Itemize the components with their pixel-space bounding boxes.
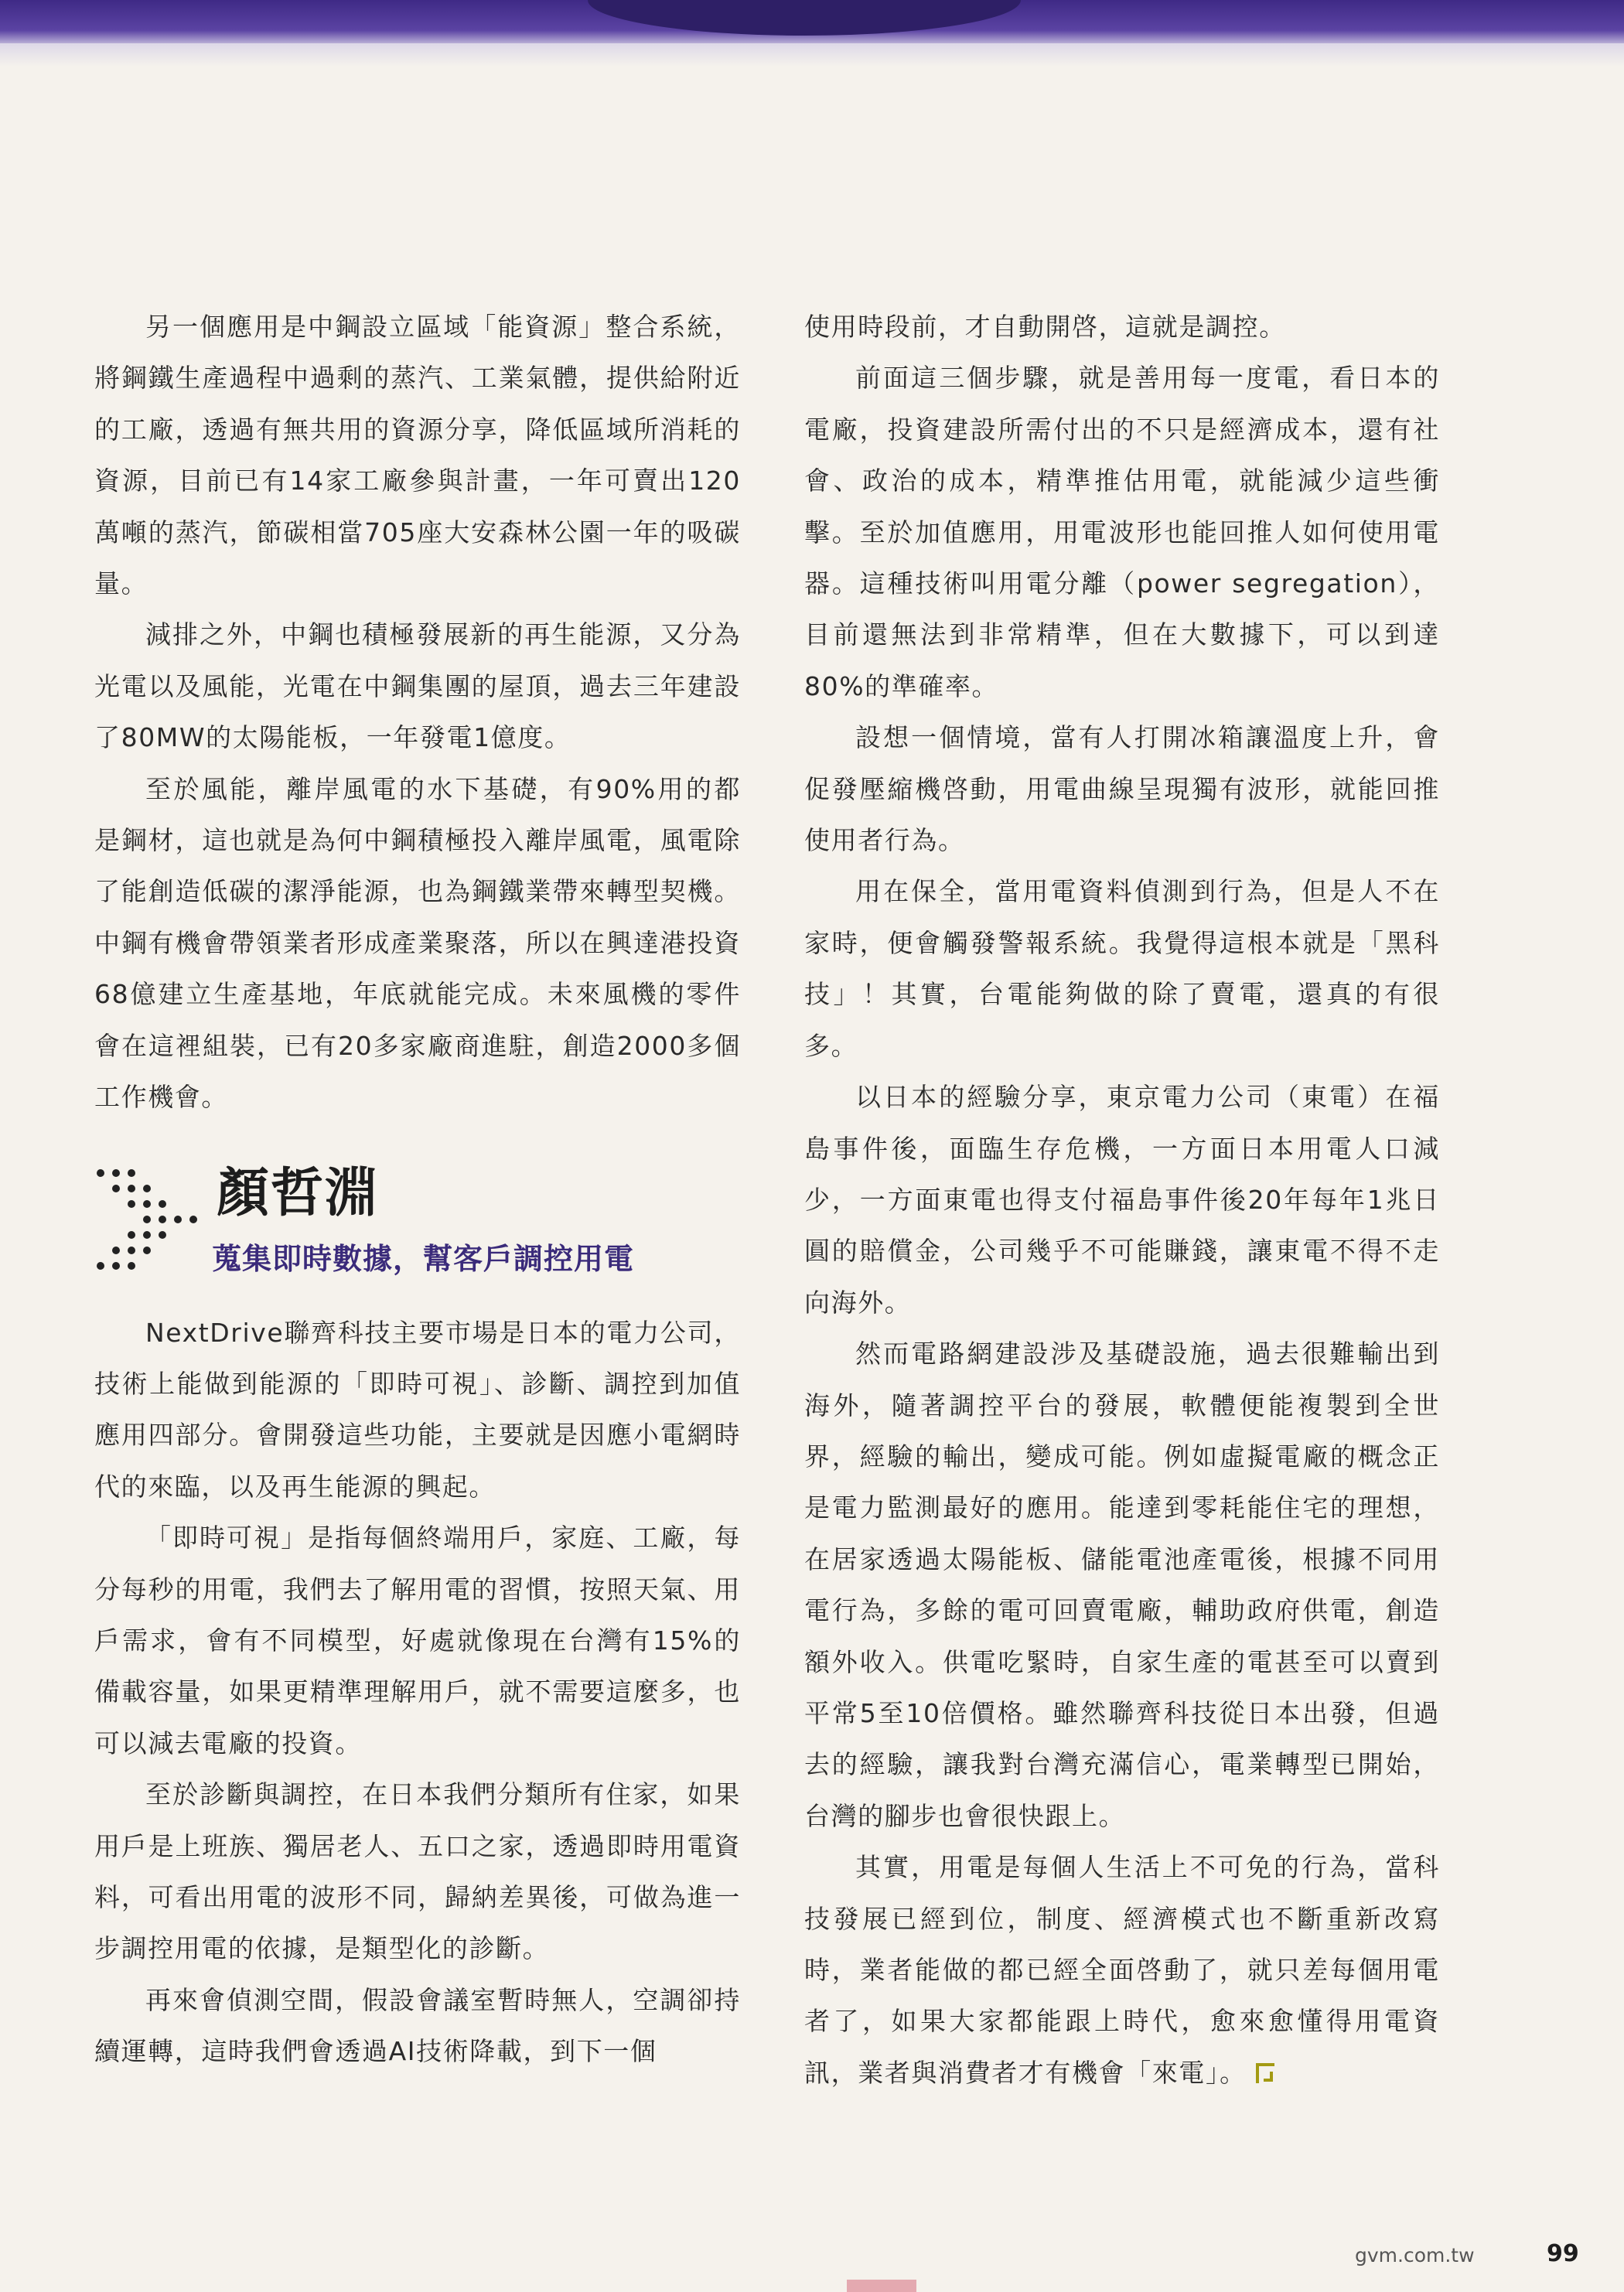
dot-arrow-icon [94, 1164, 210, 1280]
paragraph-continued: 使用時段前，才自動開啓，這就是調控。 [804, 312, 1286, 342]
section-heading [94, 1150, 741, 1297]
paragraph-final-text: 其實，用電是每個人生活上不可免的行為，當科技發展已經到位，制度、經濟模式也不斷重新改寫時，業者能做的都已經全面啓動了，就只差每個用電者了，如果大家都能跟上時代，愈來愈懂得用電資訊，業者與消費者才有機會「來電」。 [804, 1852, 1440, 2088]
footer-website: gvm.com.tw [1355, 2244, 1475, 2266]
paragraph: 然而電路網建設涉及基礎設施，過去很難輸出到海外，隨著調控平台的發展，軟體便能複製到全世界，經驗的輸出，變成可能。例如虛擬電廠的概念正是電力監測最好的應用。能達到零耗能住宅的理想，在居家透過太陽能板、儲能電池產電後，根據不同用電行為，多餘的電可回賣電廠，輔助政府供電，創造額外收入。供電吃緊時，自家生產的電甚至可以賣到平常5至10倍價格。雖然聯齊科技從日本出發，但過去的經驗，讓我對台灣充滿信心，電業轉型已開始，台灣的腳步也會很快跟上。 [804, 1339, 1440, 1831]
end-mark-icon [1256, 2063, 1274, 2083]
header-band [0, 0, 1624, 43]
paragraph: 「即時可視」是指每個終端用戶，家庭、工廠，每分每秒的用電，我們去了解用電的習慣，按照天氣、用戶需求，會有不同模型，好處就像現在台灣有15%的備載容量，如果更精準理解用戶，就不需要這麼多，也可以減去電廠的投資。 [94, 1523, 741, 1758]
right-column [804, 302, 1440, 2099]
paragraph: 至於診斷與調控，在日本我們分類所有住家，如果用戶是上班族、獨居老人、五口之家，透過即時用電資料，可看出用電的波形不同，歸納差異後，可做為進一步調控用電的依據，是類型化的診斷。 [94, 1779, 741, 1964]
paragraph: 前面這三個步驟，就是善用每一度電，看日本的電廠，投資建設所需付出的不只是經濟成本，還有社會、政治的成本，精準推估用電，就能減少這些衝擊。至於加值應用，用電波形也能回推人如何使用電器。這種技術叫用電分離（power segregation），目前還無法到非常精準，但在大數據下，可以到達80%的準確率。 [804, 363, 1440, 701]
paragraph: 以日本的經驗分享，東京電力公司（東電）在福島事件後，面臨生存危機，一方面日本用電人口減少，一方面東電也得支付福島事件後20年每年1兆日圓的賠償金，公司幾乎不可能賺錢，讓東電不得不走向海外。 [804, 1082, 1440, 1318]
section-subtitle: 蒐集即時數據，幫客戶調控用電 [212, 1241, 635, 1276]
paragraph-final [804, 1842, 1440, 2099]
section-person-name: 顏哲淵 [217, 1161, 380, 1224]
paragraph: 另一個應用是中鋼設立區域「能資源」整合系統，將鋼鐵生產過程中過剩的蒸汽、工業氣體，提供給附近的工廠，透過有無共用的資源分享，降低區域所消耗的資源，目前已有14家工廠參與計畫，一年可賣出120萬噸的蒸汽，節碳相當705座大安森林公園一年的吸碳量。 [94, 312, 741, 599]
header-shape [588, 0, 1021, 36]
page-number: 99 [1547, 2240, 1579, 2267]
paragraph: 減排之外，中鋼也積極發展新的再生能源，又分為光電以及風能，光電在中鋼集團的屋頂，過去三年建設了80MW的太陽能板，一年發電1億度。 [94, 619, 741, 753]
bottom-edge-mark [847, 2280, 916, 2292]
left-column [94, 302, 741, 2078]
paragraph: 至於風能，離岸風電的水下基礎，有90%用的都是鋼材，這也就是為何中鋼積極投入離岸風電，風電除了能創造低碳的潔淨能源，也為鋼鐵業帶來轉型契機。中鋼有機會帶領業者形成產業聚落，所以在興達港投資68億建立生產基地，年底就能完成。未來風機的零件會在這裡組裝，已有20多家廠商進駐，創造2000多個工作機會。 [94, 773, 741, 1113]
paragraph: 用在保全，當用電資料偵測到行為，但是人不在家時，便會觸發警報系統。我覺得這根本就是「黑科技」！其實，台電能夠做的除了賣電，還真的有很多。 [804, 876, 1440, 1061]
paragraph: 再來會偵測空間，假設會議室暫時無人，空調卻持續運轉，這時我們會透過AI技術降載，到下一個 [94, 1984, 741, 2067]
header-shadow [0, 43, 1624, 67]
paragraph: NextDrive聯齊科技主要市場是日本的電力公司，技術上能做到能源的「即時可視」、診斷、調控到加值應用四部分。會開發這些功能，主要就是因應小電網時代的來臨，以及再生能源的興起。 [94, 1317, 741, 1502]
paragraph: 設想一個情境，當有人打開冰箱讓溫度上升，會促發壓縮機啓動，用電曲線呈現獨有波形，就能回推使用者行為。 [804, 722, 1440, 856]
